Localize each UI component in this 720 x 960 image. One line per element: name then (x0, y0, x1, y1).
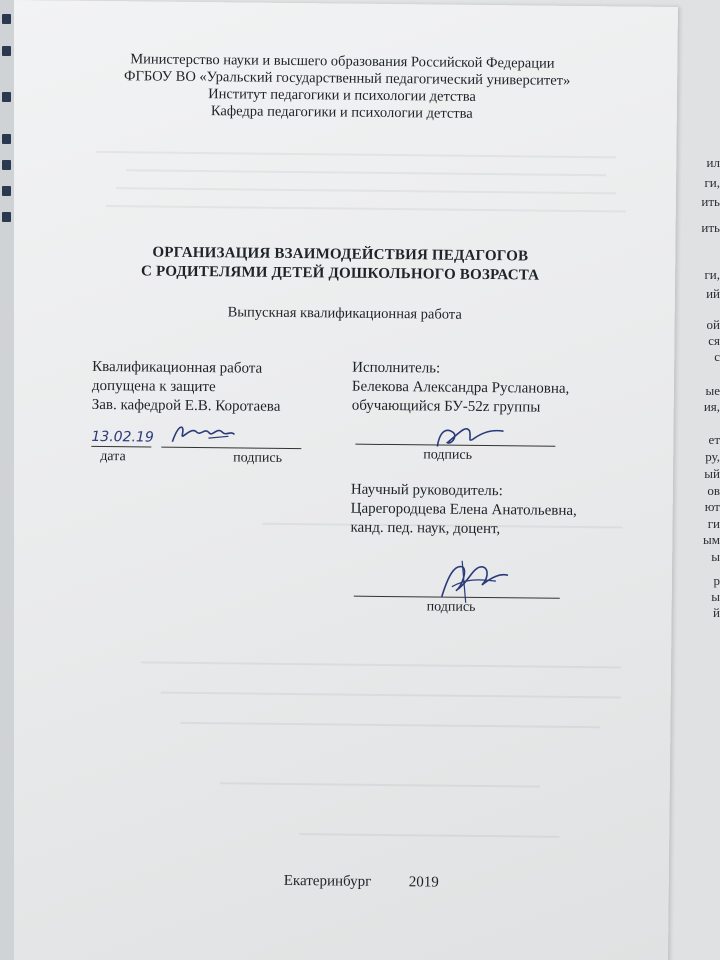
binding-hole (2, 212, 11, 222)
bleed-through-line (161, 692, 621, 699)
binding-hole (2, 134, 11, 144)
city: Екатеринбург (283, 872, 372, 890)
binding-hole (2, 46, 11, 56)
university-line: ФГБОУ ВО «Уральский государственный педагогический университет» (124, 68, 571, 89)
underlying-fragment: ые (705, 383, 720, 398)
work-type: Выпускная квалификационная работа (227, 304, 462, 323)
handwritten-date: 13.02.19 (91, 428, 154, 446)
underlying-fragment: ги, (704, 175, 720, 190)
executor-group: обучающийся БУ-52z группы (351, 397, 541, 416)
underlying-fragment: ру, (705, 449, 720, 464)
supervisor-heading: Научный руководитель: (350, 481, 503, 500)
underlying-fragment: ы (711, 549, 720, 564)
underlying-fragment: ы (711, 589, 720, 604)
bleed-through-line (126, 169, 606, 176)
underlying-fragment: р (713, 573, 720, 588)
thesis-title-line2: С РОДИТЕЛЯМИ ДЕТЕЙ ДОШКОЛЬНОГО ВОЗРАСТА (140, 263, 540, 284)
underlying-fragment: ги, (704, 267, 720, 282)
binding-hole (2, 92, 11, 102)
underlying-fragment: ют (704, 499, 720, 514)
underlying-fragment: ил (706, 155, 720, 170)
underlying-fragment: ия, (703, 399, 720, 414)
binding-hole (2, 160, 11, 170)
binding-strip (0, 0, 14, 960)
underlying-fragment: ой (706, 317, 720, 332)
department-line: Кафедра педагогики и психологии детства (210, 103, 473, 122)
ministry-line: Министерство науки и высшего образования Российской Федерации (130, 51, 555, 72)
supervisor-degree: канд. пед. наук, доцент, (350, 519, 501, 538)
supervisor-signature-label: подпись (426, 599, 476, 615)
date-label: дата (100, 448, 126, 465)
underlying-fragment: ся (708, 333, 720, 348)
thesis-title-line1: ОРГАНИЗАЦИЯ ВЗАИМОДЕЙСТВИЯ ПЕДАГОГОВ (152, 244, 529, 265)
admission-head: Зав. кафедрой Е.В. Коротаева (91, 396, 281, 415)
year: 2019 (408, 874, 439, 891)
date-line (91, 446, 151, 448)
bleed-through-line (220, 782, 540, 787)
underlying-fragment: ым (703, 532, 720, 547)
underlying-fragment: ить (701, 194, 720, 209)
bleed-through-line (180, 722, 600, 728)
bleed-through-line (299, 833, 559, 838)
underlying-fragment: ов (707, 483, 720, 498)
underlying-fragment: с (714, 349, 720, 364)
bleed-through-line (116, 187, 616, 194)
executor-signature-label: подпись (423, 447, 473, 463)
admission-line1: Квалификационная работа (92, 358, 263, 377)
institute-line: Институт педагогики и психологии детства (208, 86, 476, 105)
head-signature (168, 420, 258, 449)
underlying-fragment: ить (701, 220, 720, 235)
underlying-fragment: ий (706, 286, 720, 301)
admission-line2: допущена к защите (91, 377, 216, 396)
underlying-fragment: ый (704, 466, 720, 481)
bleed-through-line (106, 205, 626, 212)
underlying-fragment: й (713, 605, 720, 620)
executor-name: Белекова Александра Руслановна, (351, 378, 570, 397)
head-signature-label: подпись (233, 450, 283, 466)
supervisor-name: Царегородцева Елена Анатольевна, (350, 500, 577, 519)
underlying-fragment: ги (707, 516, 720, 531)
bleed-through-line (96, 151, 616, 158)
binding-hole (2, 14, 11, 24)
underlying-fragment: ет (708, 432, 720, 447)
executor-heading: Исполнитель: (352, 359, 441, 377)
binding-hole (2, 186, 11, 196)
head-signature-line (161, 447, 301, 449)
bleed-through-line (141, 661, 621, 668)
